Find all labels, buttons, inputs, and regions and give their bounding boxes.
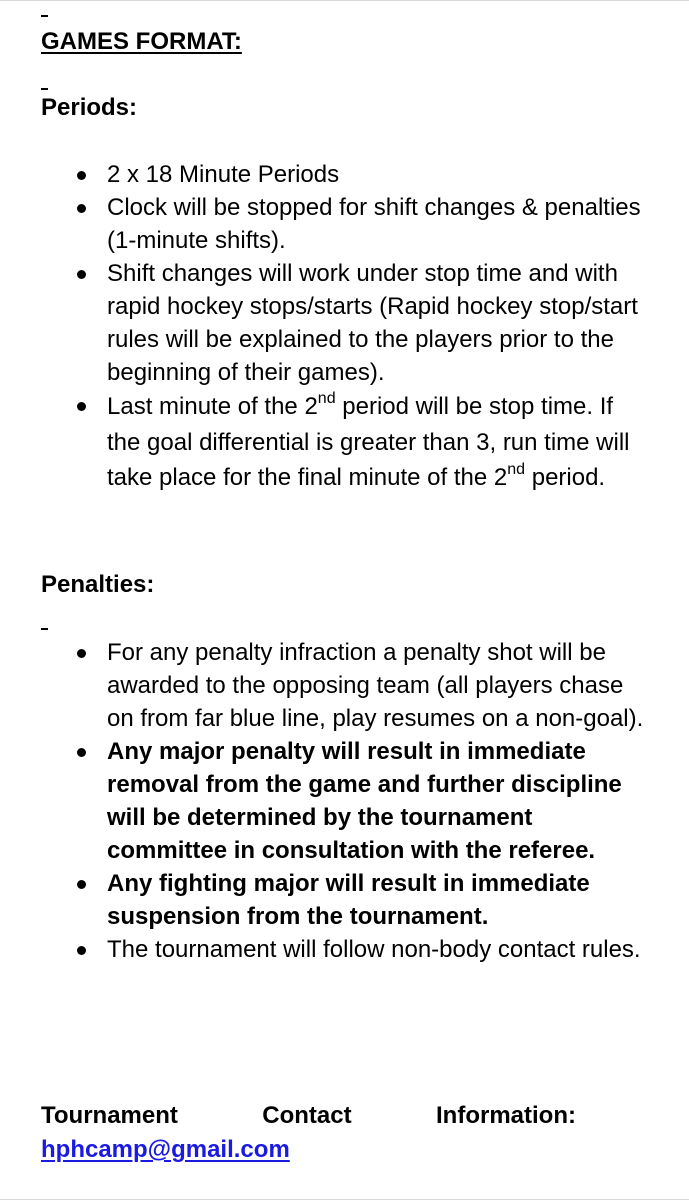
top-edge-line [0,0,689,1]
list-item-text: 2 x 18 Minute Periods [107,161,340,188]
list-item [0,389,644,496]
bullet-dot-icon [77,649,86,658]
paragraph-marker [41,15,48,17]
contact-heading [41,1101,576,1131]
list-item [0,933,644,966]
list-item [0,636,644,735]
periods-heading: Periods: [41,94,138,121]
contact-heading-word: Information: [436,1102,576,1129]
periods-list [0,158,644,496]
bullet-dot-icon [77,880,86,889]
list-item-text: Clock will be stopped for shift changes & penalties (1-minute shifts). [107,194,641,254]
list-item [0,158,644,191]
contact-heading-word: Contact [262,1102,352,1129]
bullet-dot-icon [77,402,86,411]
list-item [0,257,644,389]
penalties-list [0,636,644,966]
list-item-text: For any penalty infraction a penalty shot will be awarded to the opposing team (all players chase on from far blue line, play resumes on a non-goal). [107,639,644,732]
list-item-text: Shift changes will work under stop time and with rapid hockey stops/starts (Rapid hockey stop/start rules will be explained to the players prior to the beginning of their games). [107,260,638,386]
list-item [0,191,644,257]
ordinal-suffix: nd [317,390,336,407]
list-item-text: Any fighting major will result in immediate suspension from the tournament. [107,870,590,930]
paragraph-marker [41,628,48,630]
paragraph-marker [41,88,48,90]
contact-heading-word: Tournament [41,1102,178,1129]
list-item [0,735,644,867]
list-item-text: Any major penalty will result in immediate removal from the game and further discipline will be determined by the tournament committee in consultation with the referee. [107,738,622,864]
bullet-dot-icon [77,270,86,279]
games-format-title: GAMES FORMAT: [41,28,242,55]
list-item-text: period. [525,464,606,491]
list-item-text: period will be stop time. If the goal differential is greater than 3, run time will take place for the final minute of the 2 [107,393,630,491]
ordinal-suffix: nd [507,461,526,478]
penalties-heading: Penalties: [41,571,155,598]
bullet-dot-icon [77,946,86,955]
list-item-text: Last minute of the 2 [107,393,318,420]
bullet-dot-icon [77,204,86,213]
bullet-dot-icon [77,748,86,757]
email-link[interactable]: hphcamp@gmail.com [41,1136,290,1163]
bullet-dot-icon [77,171,86,180]
list-item-text: The tournament will follow non-body contact rules. [107,936,641,963]
list-item [0,867,644,933]
